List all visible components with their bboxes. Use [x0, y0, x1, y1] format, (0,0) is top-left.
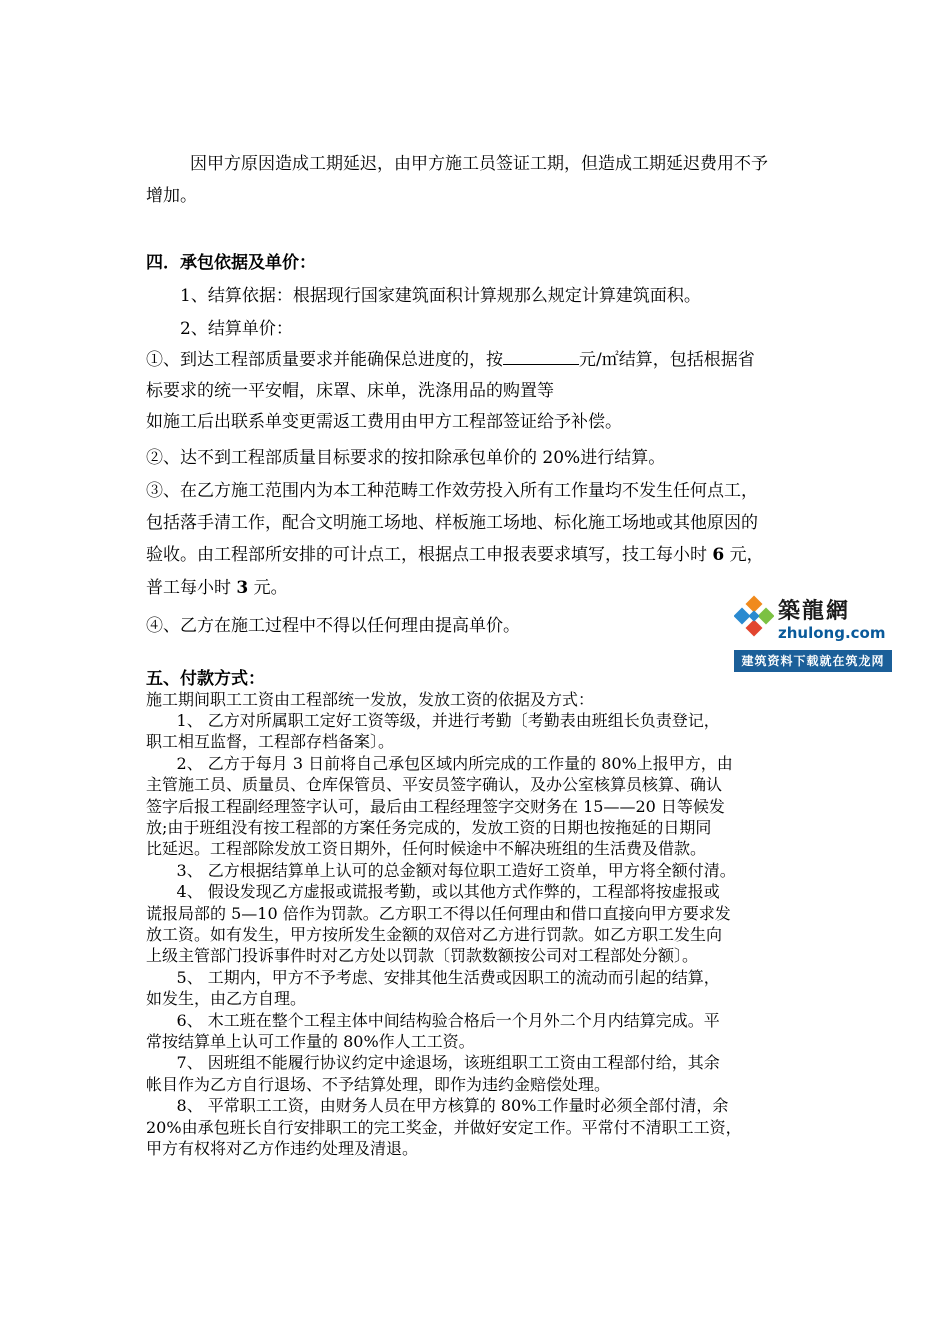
clause-3-line-3 — [146, 544, 764, 566]
delay-paragraph-line-2: 增加。 — [146, 186, 197, 206]
section-5-line: 2、 乙方于每月 3 日前将自己承包区域内所完成的工作量的 80%上报甲方，由 — [146, 753, 733, 773]
section-5-line: 8、 平常职工工资，由财务人员在甲方核算的 80%工作量时必须全部付清，余 — [146, 1096, 729, 1116]
section-5-line: 帐目作为乙方自行退场、不予结算处理，即作为违约金赔偿处理。 — [146, 1074, 611, 1094]
section-5-intro: 施工期间职工工资由工程部统一发放，发放工资的依据及方式： — [146, 690, 595, 709]
skilled-rate: 6 — [712, 545, 725, 565]
clause-1-unit: 元/㎡ — [579, 350, 619, 370]
clause-4: ④、乙方在施工过程中不得以任何理由提高单价。 — [146, 616, 520, 636]
logo-flower-icon — [734, 594, 774, 650]
section-5-line: 主管施工员、质量员、仓库保管员、平安员签字确认，及办公室核算员核算、确认 — [146, 775, 723, 795]
clause-1-line-1 — [146, 349, 755, 371]
logo-chinese-name: 築龍網 — [778, 599, 851, 624]
general-rate: 3 — [236, 578, 249, 598]
delay-paragraph-line-1: 因甲方原因造成工期延迟，由甲方施工员签证工期，但造成工期延迟费用不予 — [190, 154, 768, 174]
section-4-item-2: 2、结算单价： — [180, 319, 293, 339]
section-5-line: 7、 因班组不能履行协议约定中途退场，该班组职工工资由工程部付给，其余 — [146, 1053, 720, 1073]
section-5-line: 4、 假设发现乙方虚报或谎报考勤，或以其他方式作弊的，工程部将按虚报或 — [146, 882, 720, 902]
clause-1-pre: ①、到达工程部质量要求并能确保总进度的，按 — [146, 350, 503, 370]
clause-3-line-3-text: 验收。由工程部所安排的可计点工，根据点工申报表要求填写，技工每小时 — [146, 545, 713, 565]
clause-3-line-4-suffix: 元。 — [248, 578, 288, 598]
section-5-line: 1、 乙方对所属职工定好工资等级，并进行考勤〔考勤表由班组长负责登记， — [146, 711, 720, 730]
section-5-line: 常按结算单上认可工作量的 80%作人工工资。 — [146, 1032, 475, 1051]
section-5-line: 谎报局部的 5—10 倍作为罚款。乙方职工不得以任何理由和借口直接向甲方要求发 — [146, 903, 731, 923]
clause-3-line-3-suffix: 元， — [724, 545, 764, 565]
section-5-line: 如发生，由乙方自理。 — [146, 989, 307, 1009]
section-5-line: 上级主管部门投诉事件时对乙方处以罚款〔罚款数额按公司对工程部处分额〕。 — [146, 946, 699, 966]
clause-1-post: 结算，包括根据省 — [618, 350, 755, 370]
section-4-item-1: 1、结算依据：根据现行国家建筑面积计算规那么规定计算建筑面积。 — [180, 286, 701, 306]
section-5-line: 20%由承包班长自行安排职工的完工奖金，并做好安定工作。平常付不清职工工资， — [146, 1117, 742, 1137]
section-5-line: 职工相互监督，工程部存档备案〕。 — [146, 732, 395, 752]
section-5-heading: 五、付款方式： — [146, 669, 265, 689]
section-5-line: 比延迟。工程部除发放工资日期外，任何时候途中不解决班组的生活费及借款。 — [146, 839, 707, 859]
logo-domain: zhulong.com — [778, 624, 886, 642]
section-5-line: 放工资。如有发生，甲方按所发生金额的双倍对乙方进行罚款。如乙方职工发生向 — [146, 925, 723, 944]
clause-3-line-2: 包括落手清工作，配合文明施工场地、样板施工场地、标化施工场地或其他原因的 — [146, 513, 758, 533]
price-blank — [503, 350, 579, 365]
section-5-line: 5、 工期内，甲方不予考虑、安排其他生活费或因职工的流动而引起的结算， — [146, 967, 720, 987]
zhulong-logo — [734, 592, 892, 674]
clause-3-line-1: ③、在乙方施工范围内为本工种范畴工作效劳投入所有工作量均不发生任何点工， — [146, 481, 758, 501]
section-4-heading: 四．承包依据及单价： — [146, 253, 316, 273]
section-5-line: 签字后报工程副经理签字认可，最后由工程经理签字交财务在 15——20 日等候发 — [146, 796, 725, 816]
clause-1-line-3: 如施工后出联系单变更需返工费用由甲方工程部签证给予补偿。 — [146, 412, 622, 432]
logo-tagline: 建筑资料下载就在筑龙网 — [734, 650, 892, 672]
section-5-line: 6、 木工班在整个工程主体中间结构验合格后一个月外二个月内结算完成。平 — [146, 1010, 720, 1030]
section-5-line: 甲方有权将对乙方作违约处理及清退。 — [146, 1139, 419, 1158]
clause-3-line-4-text: 普工每小时 — [146, 578, 237, 598]
clause-3-line-4 — [146, 577, 288, 599]
section-5-line: 3、 乙方根据结算单上认可的总金额对每位职工造好工资单，甲方将全额付清。 — [146, 860, 736, 880]
clause-2: ②、达不到工程部质量目标要求的按扣除承包单价的 20%进行结算。 — [146, 448, 666, 468]
section-5-line: 放;由于班组没有按工程部的方案任务完成的，发放工资的日期也按拖延的日期同 — [146, 818, 712, 837]
clause-1-line-2: 标要求的统一平安帽，床罩、床单，洗涤用品的购置等 — [146, 381, 554, 401]
